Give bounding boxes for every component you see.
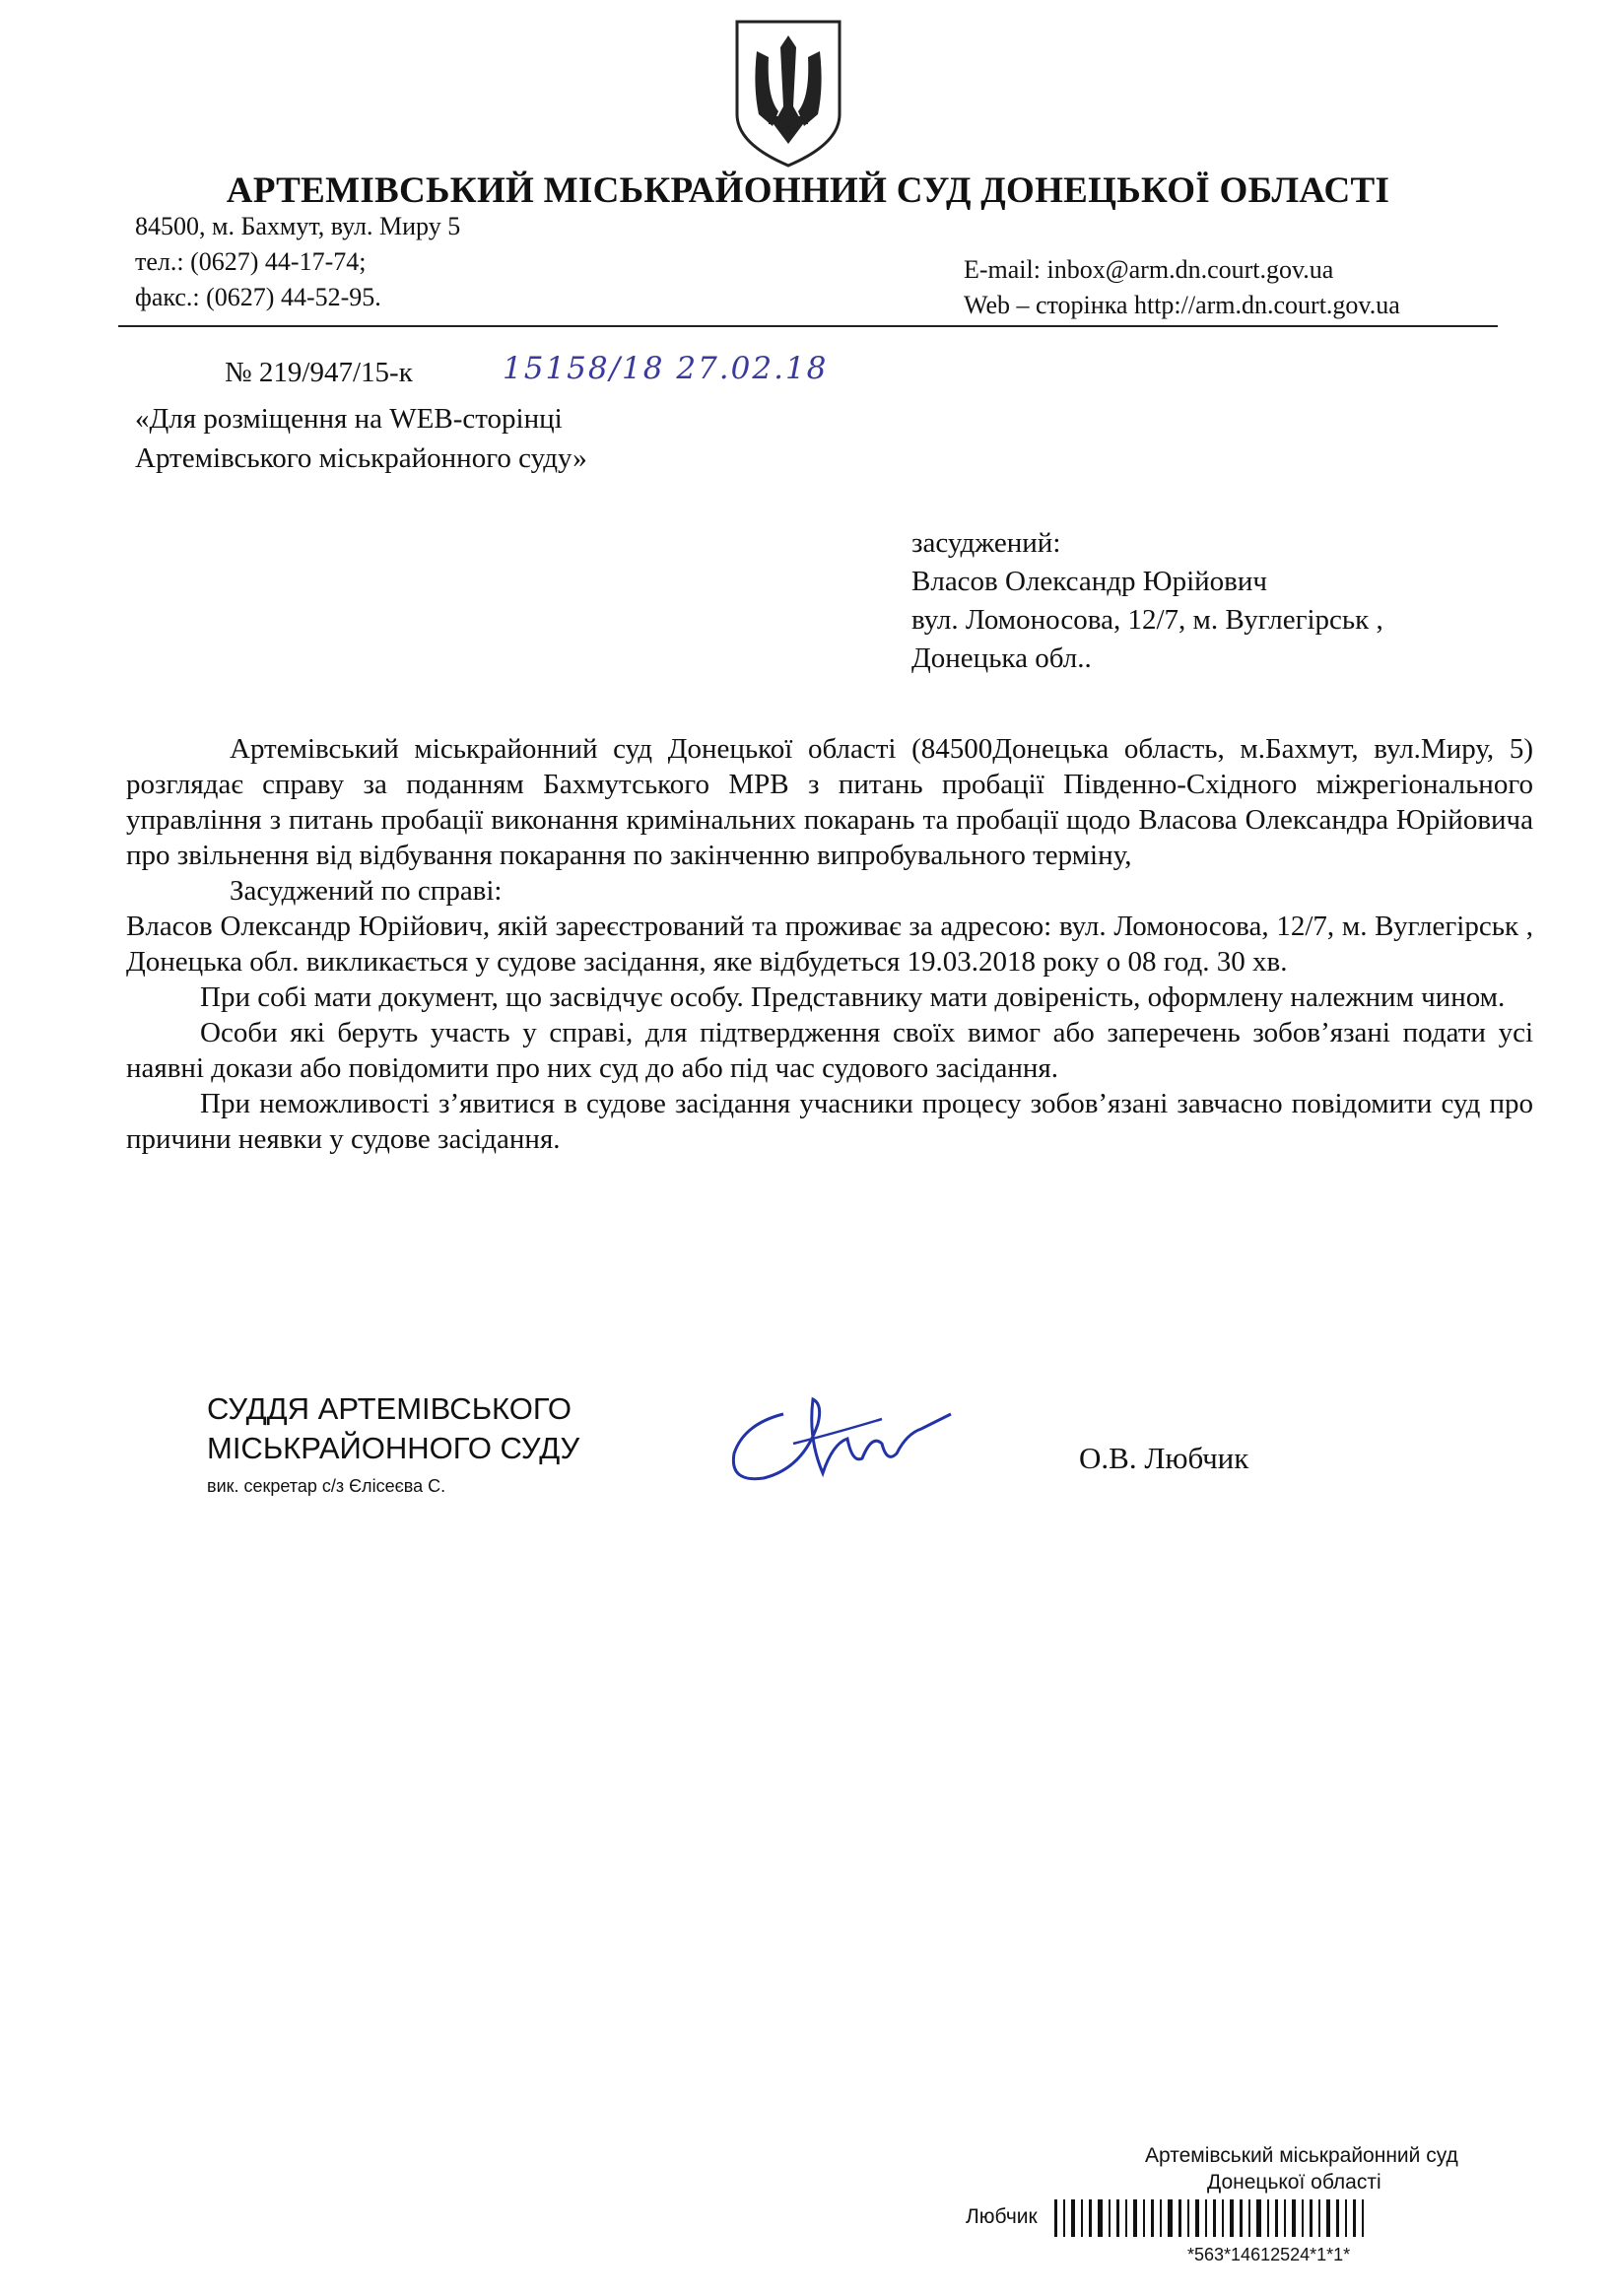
paragraph-convicted-label: Засуджений по справі: (230, 875, 503, 907)
court-web: Web – сторінка http://arm.dn.court.gov.ua (964, 291, 1400, 319)
addressee-street: вул. Ломоносова, 12/7, м. Вуглегірськ , (911, 604, 1383, 636)
stamp-court-line-2: Донецької області (1207, 2171, 1381, 2194)
secretary-note: вик. секретар с/з Єлісеєва С. (207, 1476, 446, 1496)
stamp-judge-name: Любчик (966, 2205, 1038, 2228)
judge-title-line-1: СУДДЯ АРТЕМІВСЬКОГО (207, 1391, 572, 1426)
court-address: 84500, м. Бахмут, вул. Миру 5 (135, 212, 461, 240)
barcode (1054, 2199, 1517, 2239)
paragraph-case-description: Артемівський міськрайонний суд Донецької області (84500Донецька область, м.Бахмут, вул.Миру, 5) розглядає справу за поданням Бахмутського МРВ з питань пробації Південно-Східного міжрегіонального управління з питань пробації виконання кримінальних покарань та пробації щодо Власова Олександра Юрійовича про звільнення від відбування покарання по закінченню випробувального терміну, (126, 733, 1533, 871)
stamp-court-line-1: Артемівський міськрайонний суд (1145, 2144, 1458, 2167)
trident-emblem-icon (729, 18, 847, 170)
paragraph-absence: При неможливості з’явитися в судове засідання учасники процесу зобов’язані завчасно повідомити суд про причини неявки у судове засідання. (126, 1088, 1533, 1155)
addressee-label: засуджений: (911, 527, 1061, 559)
addressee-name: Власов Олександр Юрійович (911, 566, 1267, 597)
handwritten-registration: 15158/18 27.02.18 (503, 351, 829, 386)
court-phone: тел.: (0627) 44-17-74; (135, 247, 367, 276)
notice-body (126, 731, 1533, 1157)
court-title: АРТЕМІВСЬКИЙ МІСЬКРАЙОННИЙ СУД ДОНЕЦЬКОЇ ОБЛАСТІ (226, 170, 1390, 211)
header-divider (118, 325, 1498, 327)
barcode-number: *563*14612524*1*1* (1187, 2245, 1351, 2264)
addressee-region: Донецька обл.. (911, 642, 1092, 674)
judge-title-line-2: МІСЬКРАЙОННОГО СУДУ (207, 1431, 580, 1465)
handwritten-signature (724, 1384, 961, 1503)
web-note-line-2: Артемівського міськрайонного суду» (135, 442, 587, 474)
paragraph-evidence: Особи які беруть участь у справі, для підтвердження своїх вимог або заперечень зобов’язані подати усі наявні докази або повідомити про них суд до або під час судового засідання. (126, 1017, 1533, 1084)
web-note-line-1: «Для розміщення на WEB-сторінці (135, 403, 563, 435)
court-fax: факс.: (0627) 44-52-95. (135, 283, 381, 311)
paragraph-identity-documents: При собі мати документ, що засвідчує особу. Представнику мати довіреність, оформлену належним чином. (200, 981, 1506, 1013)
judge-name: О.В. Любчик (1079, 1441, 1249, 1475)
paragraph-summons: Власов Олександр Юрійович, якій зареєстрований та проживає за адресою: вул. Ломоносова, 12/7, м. Вуглегірськ , Донецька обл. викликається у судове засідання, яке відбудеться 19.03.2018 року о 08 год. 30 хв. (126, 911, 1533, 978)
case-number: № 219/947/15-к (225, 357, 413, 388)
court-email: E-mail: inbox@arm.dn.court.gov.ua (964, 255, 1334, 284)
